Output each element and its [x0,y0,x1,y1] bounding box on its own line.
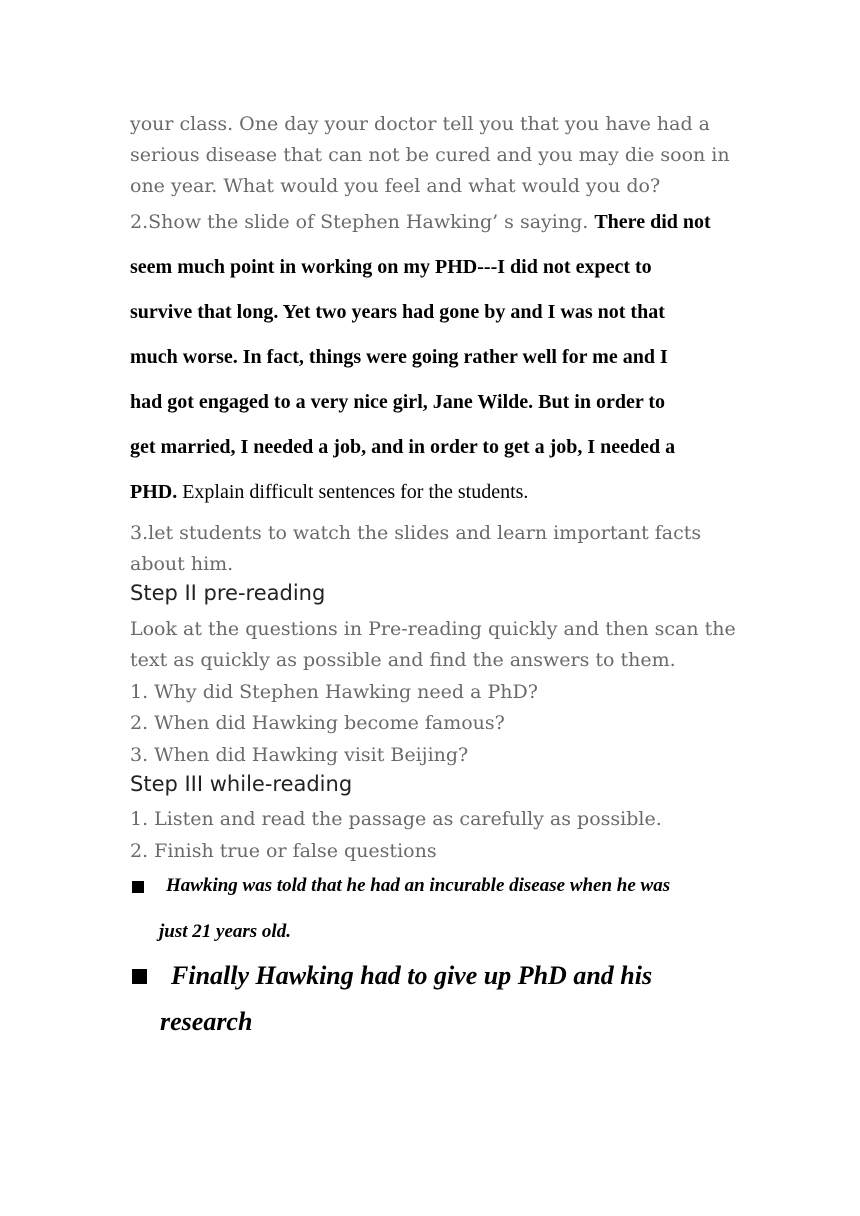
intro-line-3: one year. What would you feel and what would you do? [130,175,661,197]
step-2-line-2: text as quickly as possible and find the answers to them. [130,649,676,671]
intro-line-1: your class. One day your doctor tell you that you have had a [130,113,711,135]
intro-line-2: serious disease that can not be cured and you may die soon in [130,144,730,166]
step-3-heading: Step III while-reading [130,772,353,796]
quote-line-1: There did not [594,211,711,233]
step-2-line-1: Look at the questions in Pre-reading quickly and then scan the [130,618,736,640]
step-3-line-1: 1. Listen and read the passage as carefully as possible. [130,808,662,830]
item-2-prefix: 2.Show the slide of Stephen Hawking’ s saying. [130,211,595,233]
quote-line-2: seem much point in working on my PHD---I did not expect to [130,256,652,278]
quote-end-suffix: Explain difficult sentences for the students. [177,481,529,503]
quote-end: PHD. [130,481,178,503]
item-3-line-1: 3.let students to watch the slides and learn important facts [130,522,702,544]
quote-end-line [130,481,528,504]
item-3-line-2: about him. [130,553,234,575]
tf-item-1-line-2: just 21 years old. [159,921,291,942]
quote-line-6: get married, I needed a job, and in order to get a job, I needed a [130,436,676,458]
step-2-question-1: 1. Why did Stephen Hawking need a PhD? [130,681,538,703]
step-3-line-2: 2. Finish true or false questions [130,840,437,862]
tf-item-2-line-2: research [160,1007,253,1036]
step-2-question-3: 3. When did Hawking visit Beijing? [130,744,469,766]
quote-line-4: much worse. In fact, things were going rather well for me and I [130,346,668,368]
tf-item-2-line-1: Finally Hawking had to give up PhD and his [171,961,653,990]
quote-line-5: had got engaged to a very nice girl, Jane Wilde. But in order to [130,391,665,413]
step-2-question-2: 2. When did Hawking become famous? [130,712,505,734]
item-2-line [130,208,711,236]
square-bullet-icon [132,881,144,893]
square-bullet-icon [132,969,147,984]
step-2-heading: Step II pre-reading [130,581,326,605]
quote-line-3: survive that long. Yet two years had gone by and I was not that [130,301,665,323]
tf-item-1-line-1: Hawking was told that he had an incurable disease when he was [166,875,671,896]
